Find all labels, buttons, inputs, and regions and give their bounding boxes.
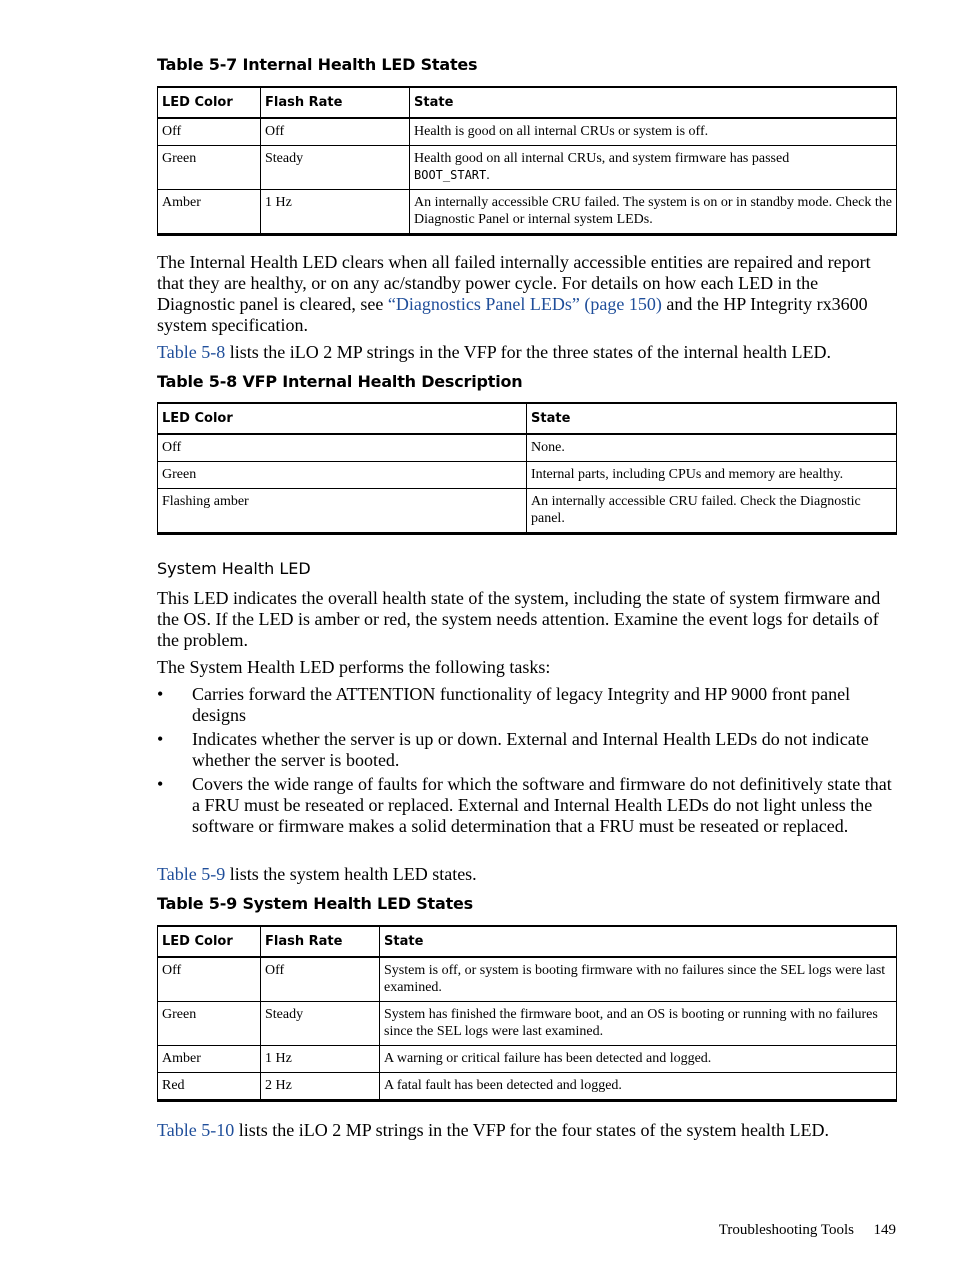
cross-reference-link[interactable]: “Diagnostics Panel LEDs” (page 150) [387,294,662,314]
column-header: State [410,87,897,118]
table-row [158,957,897,1002]
table-cell: Off [261,118,410,146]
table-cell: Green [158,462,527,489]
table-cell: Flashing amber [158,489,527,534]
paragraph-tasks-intro: The System Health LED performs the following tasks: [157,657,551,677]
table-cell: Health is good on all internal CRUs or system is off. [410,118,897,146]
table-header-row [158,87,897,118]
column-header: State [527,403,897,434]
cell-text: . [486,168,490,183]
footer-section-title: Troubleshooting Tools [718,1222,854,1238]
table-header-row [158,926,897,957]
page-number: 149 [873,1222,896,1238]
table-cell: None. [527,434,897,462]
paragraph-text: The Internal Health LED clears when all failed internally accessible entities are repaired and report that they are healthy, or on any ac/standby power cycle. For details on how each LED in the Diagnostic panel is cleared, see [157,252,871,314]
column-header: LED Color [158,403,527,434]
table-cell: 1 Hz [261,190,410,235]
paragraph-text: lists the iLO 2 MP strings in the VFP for the four states of the system health LED. [234,1120,830,1140]
column-header: State [380,926,897,957]
table-cell: Red [158,1073,261,1101]
column-header: Flash Rate [261,926,380,957]
table-cell: Amber [158,190,261,235]
table-reference-link[interactable]: Table 5-9 [157,864,226,884]
table-row [158,1002,897,1046]
table-5-8-caption: Table 5-8 VFP Internal Health Description [157,372,523,391]
table-cell: 2 Hz [261,1073,380,1101]
table-cell: A fatal fault has been detected and logged. [380,1073,897,1101]
column-header: LED Color [158,926,261,957]
table-cell: System is off, or system is booting firmware with no failures since the SEL logs were last examined. [380,957,897,1002]
table-5-9-caption: Table 5-9 System Health LED States [157,894,474,913]
table-5-8 [157,402,897,535]
bullet-icon: • [157,684,164,704]
table-cell: System has finished the firmware boot, and an OS is booting or running with no failures since the SEL logs were last examined. [380,1002,897,1046]
table-cell [410,146,897,190]
table-cell: Off [158,118,261,146]
table-cell: Steady [261,1002,380,1046]
bullet-icon: • [157,729,164,749]
list-item [157,729,899,771]
list-item-text: Indicates whether the server is up or down. External and Internal Health LEDs do not indicate whether the server is booted. [192,729,869,770]
table-row [158,1046,897,1073]
table-5-7 [157,86,897,236]
paragraph-table-5-10-intro [157,1120,899,1141]
paragraph-text: and the HP Integrity rx3600 system specification. [157,294,868,335]
paragraph-table-5-8-intro [157,342,899,363]
table-row [158,489,897,534]
table-cell: Amber [158,1046,261,1073]
table-cell: Internal parts, including CPUs and memory are healthy. [527,462,897,489]
table-5-9 [157,925,897,1102]
table-row [158,1073,897,1101]
code-literal: BOOT_START [414,168,487,182]
table-cell: An internally accessible CRU failed. The system is on or in standby mode. Check the Diagnostic Panel or internal system LEDs. [410,190,897,235]
table-cell: 1 Hz [261,1046,380,1073]
list-item-text: Covers the wide range of faults for which the software and firmware do not definitively state that a FRU must be reseated or replaced. External and Internal Health LEDs do not light unless the software or firmware makes a solid determination that a FRU must be reseated or replaced. [192,774,892,836]
table-row [158,462,897,489]
paragraph-internal-health-clears [157,252,899,336]
column-header: Flash Rate [261,87,410,118]
task-list [157,684,899,840]
table-reference-link[interactable]: Table 5-8 [157,342,226,362]
table-cell: Off [158,957,261,1002]
table-row [158,118,897,146]
column-header: LED Color [158,87,261,118]
table-5-7-caption: Table 5-7 Internal Health LED States [157,55,478,74]
bullet-icon: • [157,774,164,794]
list-item [157,684,899,726]
list-item [157,774,899,837]
table-cell: An internally accessible CRU failed. Check the Diagnostic panel. [527,489,897,534]
table-cell: A warning or critical failure has been detected and logged. [380,1046,897,1073]
table-cell: Green [158,1002,261,1046]
table-cell: Steady [261,146,410,190]
table-row [158,146,897,190]
table-cell: Green [158,146,261,190]
table-row [158,434,897,462]
paragraph-system-health-description: This LED indicates the overall health state of the system, including the state of system firmware and the OS. If the LED is amber or red, the system needs attention. Examine the event logs for details of the problem. [157,588,881,650]
paragraph-table-5-9-intro [157,864,899,885]
table-reference-link[interactable]: Table 5-10 [157,1120,235,1140]
table-cell: Off [261,957,380,1002]
paragraph-text: lists the system health LED states. [225,864,477,884]
table-header-row [158,403,897,434]
paragraph-text: lists the iLO 2 MP strings in the VFP for the three states of the internal health LED. [225,342,831,362]
section-heading: System Health LED [157,559,311,578]
cell-text: Health good on all internal CRUs, and system firmware has passed [414,151,790,166]
page-footer [719,1222,896,1239]
list-item-text: Carries forward the ATTENTION functionality of legacy Integrity and HP 9000 front panel designs [192,684,851,725]
table-cell: Off [158,434,527,462]
table-row [158,190,897,235]
